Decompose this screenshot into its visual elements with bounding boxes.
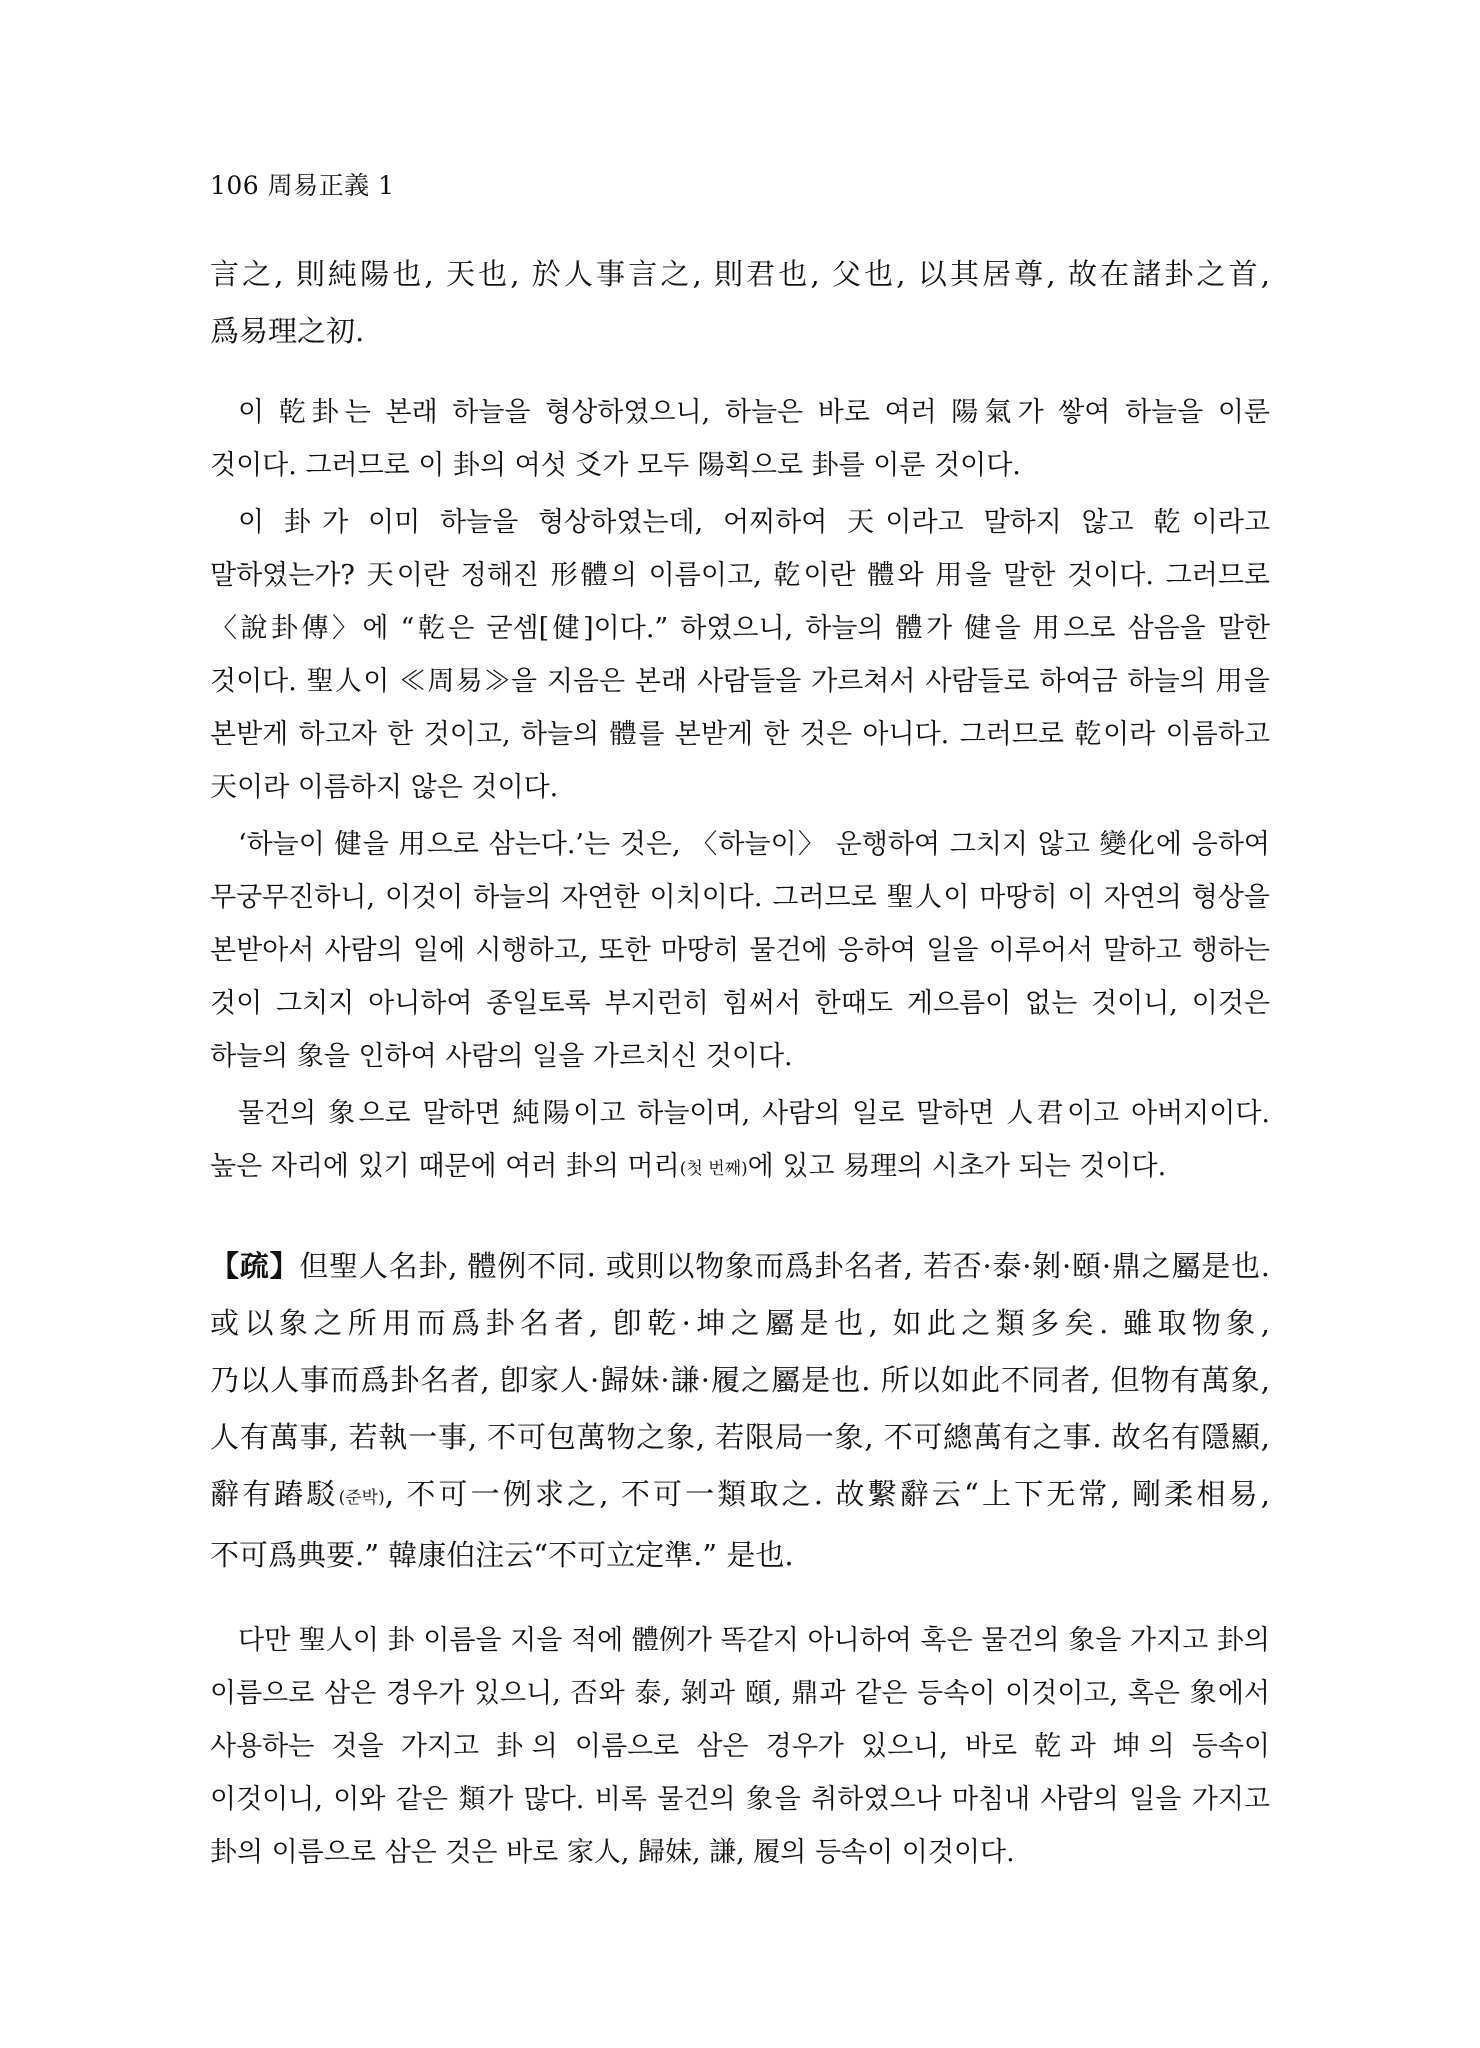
hanmun-paragraph-1: 言之, 則純陽也, 天也, 於人事言之, 則君也, 父也, 以其居尊, 故在諸卦之首, 爲易理之初.: [210, 257, 1270, 348]
translation-text-part-b: 에 있고 易理의 시초가 되는 것이다.: [747, 1151, 1167, 1182]
translation-text-part-a: 물건의 象으로 말하면 純陽이고 하늘이며, 사람의 일로 말하면 人君이고 아버지이다. 높은 자리에 있기 때문에 여러 卦의 머리: [210, 1098, 1270, 1182]
translation-paragraph-5: 다만 聖人이 卦 이름을 지을 적에 體例가 똑같지 아니하여 혹은 물건의 象을 가지고 卦의 이름으로 삼은 경우가 있으니, 否와 泰, 剝과 頤, 鼎과 같은 등속이 이것이고, 혹은 象에서 사용하는 것을 가지고 卦의 이름으로 삼은 경우가 있으니, 바로 乾과 坤의 등속이 이것이니, 이와 같은 類가 많다. 비록 물건의 象을 취하였으나 마침내 사람의 일을 가지고 卦의 이름으로 삼은 것은 바로 家人, 歸妹, 謙, 履의 등속이 이것이다.: [210, 1625, 1270, 1868]
pronunciation-note: (준박): [338, 1488, 385, 1508]
translation-paragraph-1: 이 乾卦는 본래 하늘을 형상하였으니, 하늘은 바로 여러 陽氣가 쌓여 하늘을 이룬 것이다. 그러므로 이 卦의 여섯 爻가 모두 陽획으로 卦를 이룬 것이다.: [210, 397, 1270, 481]
translation-paragraph-2: 이 卦가 이미 하늘을 형상하였는데, 어찌하여 天이라고 말하지 않고 乾이라고 말하였는가? 天이란 정해진 形體의 이름이고, 乾이란 體와 用을 말한 것이다. 그러므로 〈說卦傳〉에 “乾은 굳셈[健]이다.” 하였으니, 하늘의 體가 健을 用으로 삼음을 말한 것이다. 聖人이 ≪周易≫을 지음은 본래 사람들을 가르쳐서 사람들로 하여금 하늘의 用을 본받게 하고자 한 것이고, 하늘의 體를 본받게 한 것은 아니다. 그러므로 乾이라 이름하고 天이라 이름하지 않은 것이다.: [210, 507, 1270, 803]
commentary-text-part-a: 但聖人名卦, 體例不同. 或則以物象而爲卦名者, 若否·泰·剝·頤·鼎之屬是也. 或以象之所用而爲卦名者, 卽乾·坤之屬是也, 如此之類多矣. 雖取物象, 乃以人事而爲卦名者, 卽家人·歸妹·謙·履之屬是也. 所以如此不同者, 但物有萬象, 人有萬事, 若執一事, 不可包萬物之象, 若限局一象, 不可總萬有之事. 故名有隱顯, 辭有蹖駁: [210, 1249, 1270, 1511]
annotation-note: (첫 번째): [679, 1159, 748, 1179]
translation-paragraph-4: [210, 1087, 1270, 1196]
running-head: 106 周易正義 1: [210, 171, 395, 200]
commentary-text-part-b: , 不可一例求之, 不可一類取之. 故繫辭云“上下无常, 剛柔相易, 不可爲典要.” 韓康伯注云“不可立定準.” 是也.: [210, 1477, 1270, 1572]
commentary-label: 【疏】: [210, 1249, 300, 1283]
page: [210, 168, 1270, 1879]
translation-paragraph-3: ‘하늘이 健을 用으로 삼는다.’는 것은, 〈하늘이〉 운행하여 그치지 않고 變化에 응하여 무궁무진하니, 이것이 하늘의 자연한 이치이다. 그러므로 聖人이 마땅히 이 자연의 형상을 본받아서 사람의 일에 시행하고, 또한 마땅히 물건에 응하여 일을 이루어서 말하고 행하는 것이 그치지 아니하여 종일토록 부지런히 힘써서 한때도 게으름이 없는 것이니, 이것은 하늘의 象을 인하여 사람의 일을 가르치신 것이다.: [210, 829, 1270, 1072]
commentary-paragraph: [210, 1238, 1270, 1584]
